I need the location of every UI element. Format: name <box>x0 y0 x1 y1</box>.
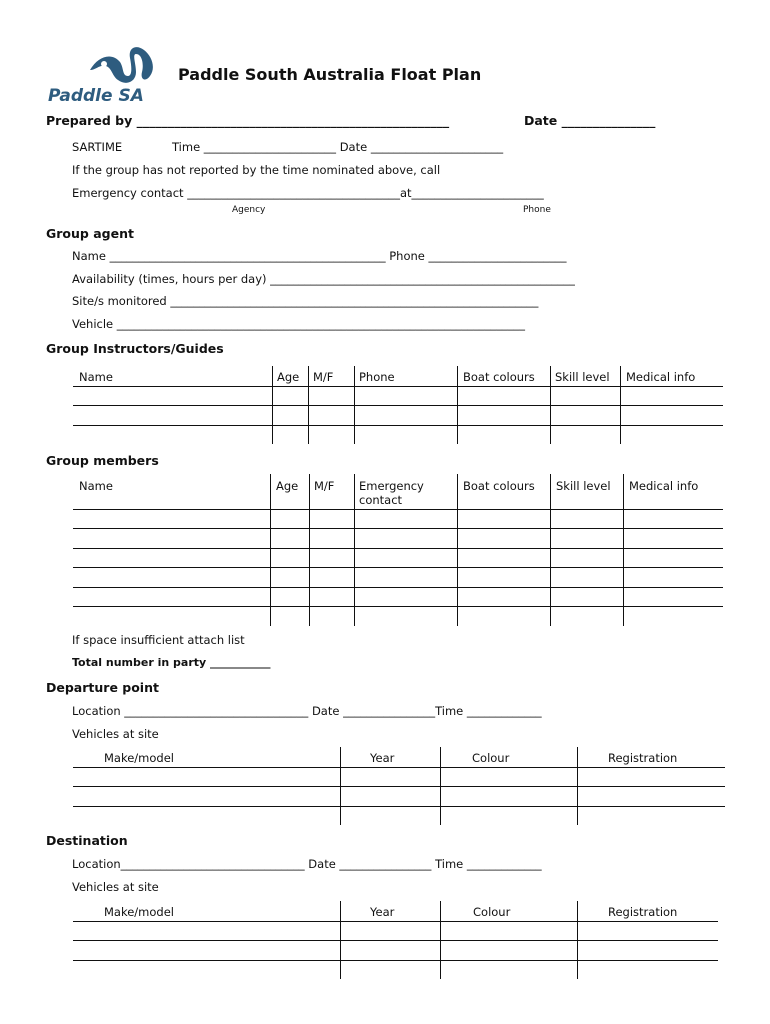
col-header-registration: Registration <box>608 751 678 765</box>
col-header-skill: Skill level <box>555 370 610 384</box>
table-row[interactable] <box>73 425 723 426</box>
table-row[interactable] <box>73 405 723 406</box>
col-header-name: Name <box>79 479 113 493</box>
col-header-colour: Colour <box>472 751 510 765</box>
col-header-registration: Registration <box>608 905 678 919</box>
departure-heading: Departure point <box>46 680 159 695</box>
table-row[interactable] <box>73 940 718 941</box>
table-row[interactable] <box>73 587 723 588</box>
not-reported-text: If the group has not reported by the time nominated above, call <box>72 163 441 177</box>
phone-caption: Phone <box>523 205 551 215</box>
insufficient-space-note: If space insufficient attach list <box>72 633 245 647</box>
total-in-party-field[interactable]: Total number in party ___________ <box>72 656 271 669</box>
agency-caption: Agency <box>232 205 266 215</box>
group-agent-heading: Group agent <box>46 226 134 241</box>
destination-location-field[interactable]: Location________________________________ Date ________________ Time _____________ <box>72 857 542 871</box>
instructors-heading: Group Instructors/Guides <box>46 341 224 356</box>
agent-name-field[interactable]: Name ________________________________________________ Phone ________________________ <box>72 249 567 263</box>
table-row[interactable] <box>73 567 723 568</box>
page-title: Paddle South Australia Float Plan <box>178 65 482 84</box>
emergency-contact-field[interactable]: Emergency contact _____________________________________at_______________________ <box>72 186 544 200</box>
col-header-boat: Boat colours <box>463 479 535 493</box>
table-row[interactable] <box>73 548 723 549</box>
col-header-medical: Medical info <box>629 479 699 493</box>
col-header-mf: M/F <box>314 479 335 493</box>
table-row[interactable] <box>73 921 718 922</box>
prepared-date-field[interactable]: Date _______________ <box>524 113 656 128</box>
col-header-year: Year <box>370 751 395 765</box>
sites-monitored-field[interactable]: Site/s monitored ________________________________________________________________ <box>72 294 539 308</box>
sartime-label: SARTIME <box>72 140 123 154</box>
col-header-make: Make/model <box>104 905 174 919</box>
vehicle-field[interactable]: Vehicle _______________________________________________________________________ <box>72 317 526 331</box>
col-header-phone: Phone <box>359 370 395 384</box>
members-heading: Group members <box>46 453 159 468</box>
col-header-age: Age <box>276 479 299 493</box>
table-row[interactable] <box>73 386 723 387</box>
table-row[interactable] <box>73 786 725 787</box>
table-row[interactable] <box>73 606 723 607</box>
destination-heading: Destination <box>46 833 128 848</box>
col-header-boat: Boat colours <box>463 370 535 384</box>
departure-vehicles-label: Vehicles at site <box>72 727 159 741</box>
col-header-colour: Colour <box>473 905 511 919</box>
col-header-skill: Skill level <box>556 479 611 493</box>
logo <box>46 42 166 106</box>
col-header-make: Make/model <box>104 751 174 765</box>
paddler-logo-icon <box>46 42 166 90</box>
destination-vehicles-label: Vehicles at site <box>72 880 159 894</box>
table-row[interactable] <box>73 806 725 807</box>
col-header-age: Age <box>277 370 300 384</box>
table-row[interactable] <box>73 960 718 961</box>
col-header-mf: M/F <box>313 370 334 384</box>
sartime-time-date-field[interactable]: Time _______________________ Date _______________________ <box>172 140 504 154</box>
table-row[interactable] <box>73 528 723 529</box>
col-header-emergency: Emergency contact <box>359 479 424 507</box>
prepared-by-field[interactable]: Prepared by __________________________________________________ <box>46 113 450 128</box>
availability-field[interactable]: Availability (times, hours per day) _____________________________________________________ <box>72 272 575 286</box>
table-row[interactable] <box>73 767 725 768</box>
col-header-medical: Medical info <box>626 370 696 384</box>
logo-text: Paddle SA <box>48 86 144 106</box>
col-header-name: Name <box>79 370 113 384</box>
departure-location-field[interactable]: Location ________________________________ Date ________________Time _____________ <box>72 704 542 718</box>
col-header-year: Year <box>370 905 395 919</box>
table-row[interactable] <box>73 509 723 510</box>
